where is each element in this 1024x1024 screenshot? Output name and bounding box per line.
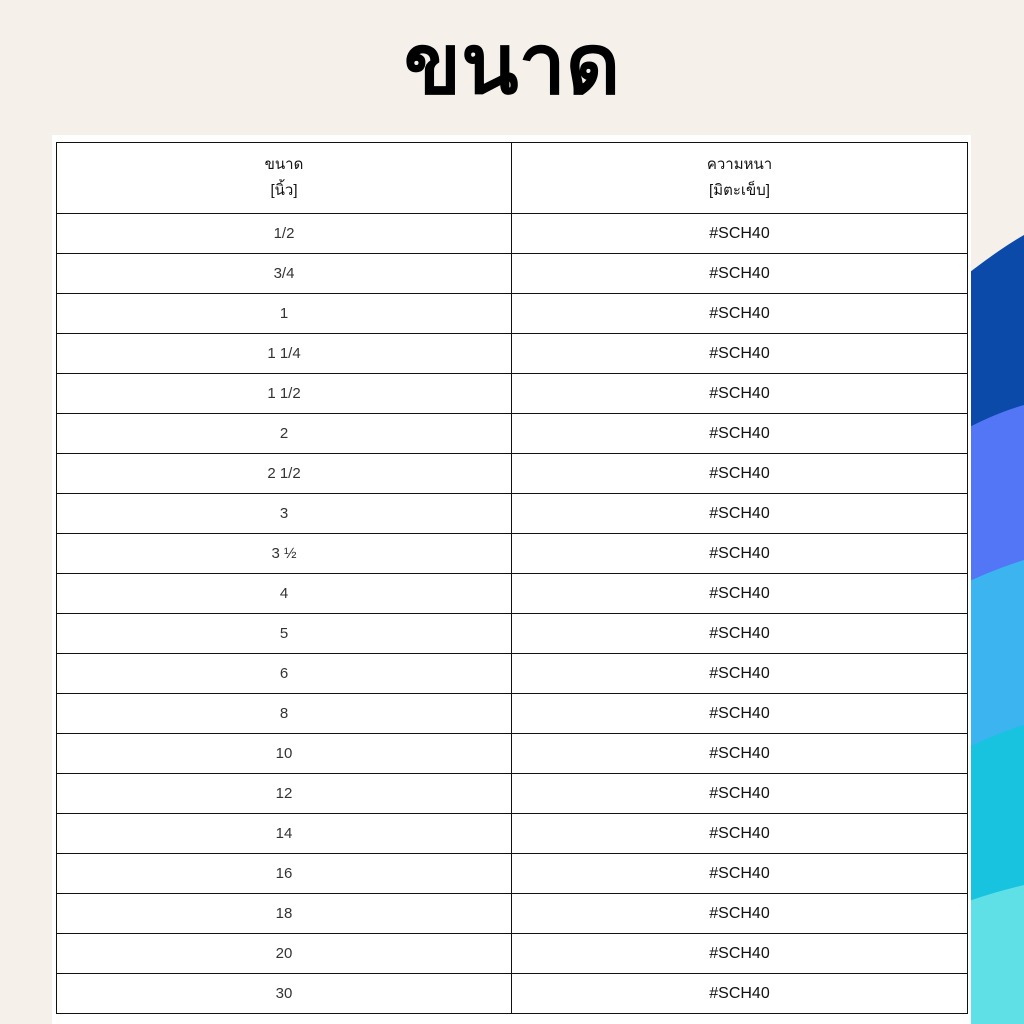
- size-cell: 18: [57, 894, 512, 934]
- table-row: [57, 414, 968, 454]
- size-cell: 1 1/4: [57, 334, 512, 374]
- header-size-line1: ขนาด: [264, 156, 304, 173]
- table-row: [57, 454, 968, 494]
- table-row: [57, 734, 968, 774]
- header-size-line2: [นิ้ว]: [270, 182, 298, 199]
- size-cell: 4: [57, 574, 512, 614]
- thickness-cell: #SCH40: [512, 254, 968, 294]
- thickness-cell: #SCH40: [512, 294, 968, 334]
- thickness-cell: #SCH40: [512, 574, 968, 614]
- size-cell: 12: [57, 774, 512, 814]
- table-row: [57, 334, 968, 374]
- thickness-cell: #SCH40: [512, 694, 968, 734]
- thickness-cell: #SCH40: [512, 494, 968, 534]
- thickness-cell: #SCH40: [512, 374, 968, 414]
- table-row: [57, 894, 968, 934]
- header-thickness: [512, 143, 968, 214]
- header-size: [57, 143, 512, 214]
- header-thickness-line1: ความหนา: [706, 156, 773, 173]
- thickness-cell: #SCH40: [512, 654, 968, 694]
- table-row: [57, 974, 968, 1014]
- thickness-cell: #SCH40: [512, 734, 968, 774]
- thickness-cell: #SCH40: [512, 854, 968, 894]
- table-row: [57, 774, 968, 814]
- table-row: [57, 254, 968, 294]
- size-cell: 5: [57, 614, 512, 654]
- size-cell: 2 1/2: [57, 454, 512, 494]
- thickness-cell: #SCH40: [512, 934, 968, 974]
- header-thickness-line2: [มิตะเข็บ]: [709, 182, 770, 199]
- table-row: [57, 654, 968, 694]
- thickness-cell: #SCH40: [512, 334, 968, 374]
- table-row: [57, 814, 968, 854]
- table-row: [57, 374, 968, 414]
- thickness-cell: #SCH40: [512, 774, 968, 814]
- table-row: [57, 934, 968, 974]
- size-cell: 3/4: [57, 254, 512, 294]
- size-cell: 1 1/2: [57, 374, 512, 414]
- size-cell: 3 ½: [57, 534, 512, 574]
- table-row: [57, 574, 968, 614]
- thickness-cell: #SCH40: [512, 534, 968, 574]
- thickness-cell: #SCH40: [512, 454, 968, 494]
- table-row: [57, 494, 968, 534]
- size-cell: 2: [57, 414, 512, 454]
- table-row: [57, 854, 968, 894]
- size-cell: 3: [57, 494, 512, 534]
- size-table: [56, 142, 968, 1014]
- size-cell: 14: [57, 814, 512, 854]
- table-row: [57, 694, 968, 734]
- size-cell: 1/2: [57, 214, 512, 254]
- size-cell: 16: [57, 854, 512, 894]
- page-title: ขนาด: [403, 15, 621, 113]
- size-cell: 20: [57, 934, 512, 974]
- thickness-cell: #SCH40: [512, 974, 968, 1014]
- size-cell: 1: [57, 294, 512, 334]
- table-header-row: [57, 143, 968, 214]
- table-row: [57, 614, 968, 654]
- table-row: [57, 294, 968, 334]
- size-cell: 8: [57, 694, 512, 734]
- thickness-cell: #SCH40: [512, 894, 968, 934]
- table-row: [57, 214, 968, 254]
- thickness-cell: #SCH40: [512, 414, 968, 454]
- size-cell: 30: [57, 974, 512, 1014]
- thickness-cell: #SCH40: [512, 214, 968, 254]
- table-row: [57, 534, 968, 574]
- size-cell: 10: [57, 734, 512, 774]
- thickness-cell: #SCH40: [512, 814, 968, 854]
- thickness-cell: #SCH40: [512, 614, 968, 654]
- size-cell: 6: [57, 654, 512, 694]
